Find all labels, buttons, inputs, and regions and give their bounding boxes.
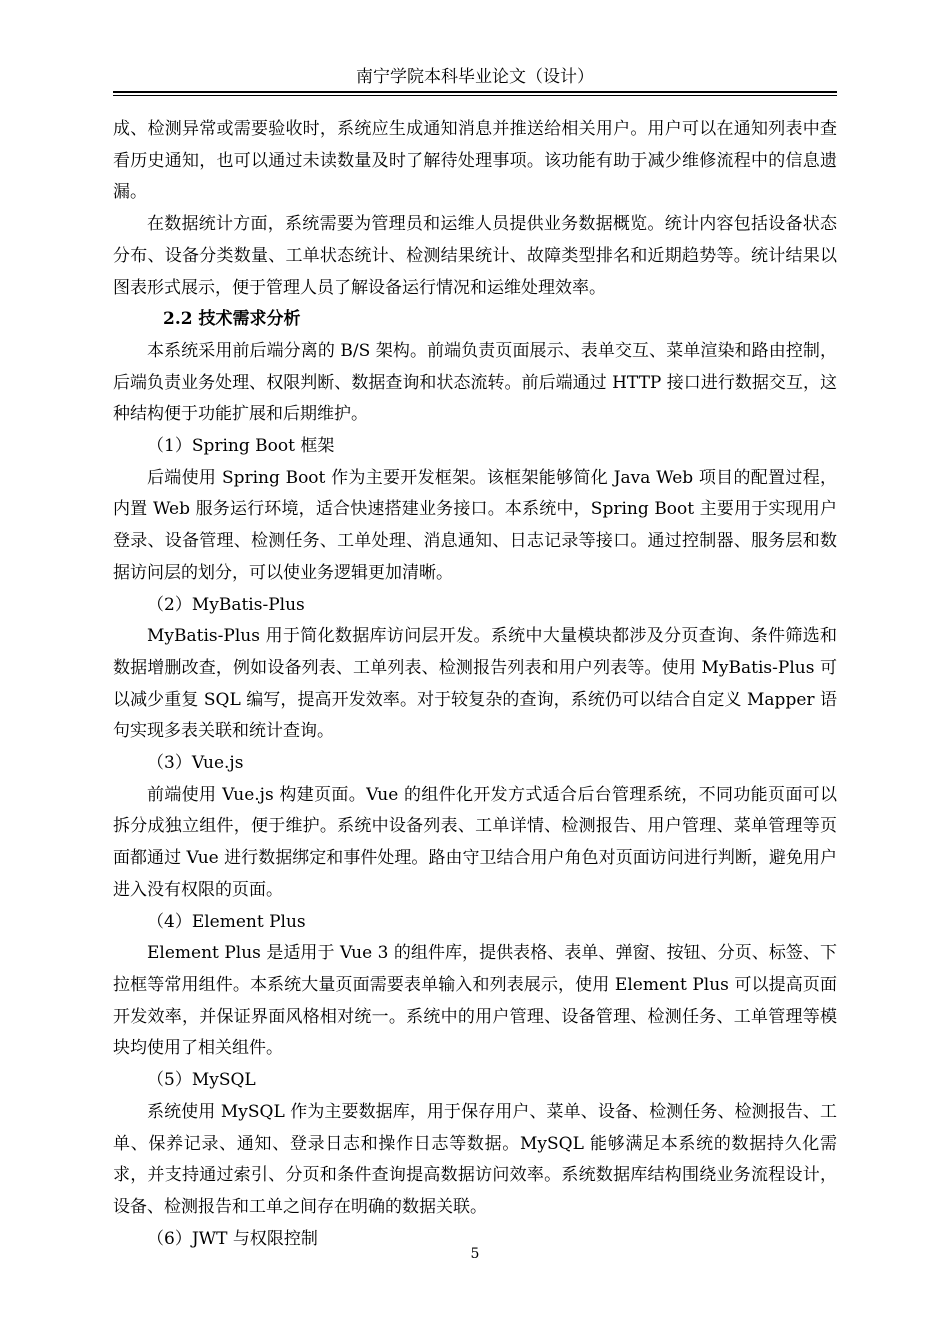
header-rule-thin [113,95,837,96]
paragraph-spring-boot: 后端使用 Spring Boot 作为主要开发框架。该框架能够简化 Java Web 项目的配置过程，内置 Web 服务运行环境，适合快速搭建业务接口。本系统中，Spring Boot 主要用于实现用户登录、设备管理、检测任务、工单处理、消息通知、日志记录等接口。通过控制器、服务层和数据访问层的划分，可以使业务逻辑更加清晰。 [113,467,837,583]
paragraph-vue: 前端使用 Vue.js 构建页面。Vue 的组件化开发方式适合后台管理系统，不同功能页面可以拆分成独立组件，便于维护。系统中设备列表、工单详情、检测报告、用户管理、菜单管理等页面都通过 Vue 进行数据绑定和事件处理。路由守卫结合用户角色对页面访问进行判断，避免用户进入没有权限的页面。 [113,784,837,900]
paragraph-architecture: 本系统采用前后端分离的 B/S 架构。前端负责页面展示、表单交互、菜单渲染和路由控制，后端负责业务处理、权限判断、数据查询和状态流转。前后端通过 HTTP 接口进行数据交互，这种结构便于功能扩展和后期维护。 [113,340,837,425]
body-text [113,114,837,1255]
subheading-jwt: （6）JWT 与权限控制 [147,1228,318,1249]
paragraph-element-plus: Element Plus 是适用于 Vue 3 的组件库，提供表格、表单、弹窗、按钮、分页、标签、下拉框等常用组件。本系统大量页面需要表单输入和列表展示，使用 Element Plus 可以提高页面开发效率，并保证界面风格相对统一。系统中的用户管理、设备管理、检测任务、工单管理等模块均使用了相关组件。 [113,943,837,1059]
paragraph-mybatis-plus: MyBatis-Plus 用于简化数据库访问层开发。系统中大量模块都涉及分页查询、条件筛选和数据增删改查，例如设备列表、工单列表、检测报告列表和用户列表等。使用 MyBatis-Plus 可以减少重复 SQL 编写，提高开发效率。对于较复杂的查询，系统仍可以结合自定义 Mapper 语句实现多表关联和统计查询。 [113,626,837,742]
paragraph-continuation: 成、检测异常或需要验收时，系统应生成通知消息并推送给相关用户。用户可以在通知列表中查看历史通知，也可以通过未读数量及时了解待处理事项。该功能有助于减少维修流程中的信息遗漏。 [113,119,837,203]
subheading-vue: （3）Vue.js [147,753,244,774]
header-rule-thick [113,91,837,93]
section-title: 2.2 技术需求分析 [163,309,301,330]
running-header: 南宁学院本科毕业论文（设计） [356,67,594,87]
paragraph-mysql: 系统使用 MySQL 作为主要数据库，用于保存用户、菜单、设备、检测任务、检测报告、工单、保养记录、通知、登录日志和操作日志等数据。MySQL 能够满足本系统的数据持久化需求，并支持通过索引、分页和条件查询提高数据访问效率。系统数据库结构围绕业务流程设计，设备、检测报告和工单之间存在明确的数据关联。 [113,1101,837,1217]
subheading-spring-boot: （1）Spring Boot 框架 [147,436,335,457]
subheading-mybatis-plus: （2）MyBatis-Plus [147,594,305,615]
subheading-mysql: （5）MySQL [147,1070,256,1091]
page-number: 5 [470,1246,480,1262]
subheading-element-plus: （4）Element Plus [147,911,306,932]
paragraph-statistics: 在数据统计方面，系统需要为管理员和运维人员提供业务数据概览。统计内容包括设备状态分布、设备分类数量、工单状态统计、检测结果统计、故障类型排名和近期趋势等。统计结果以图表形式展示，便于管理人员了解设备运行情况和运维处理效率。 [113,214,837,298]
